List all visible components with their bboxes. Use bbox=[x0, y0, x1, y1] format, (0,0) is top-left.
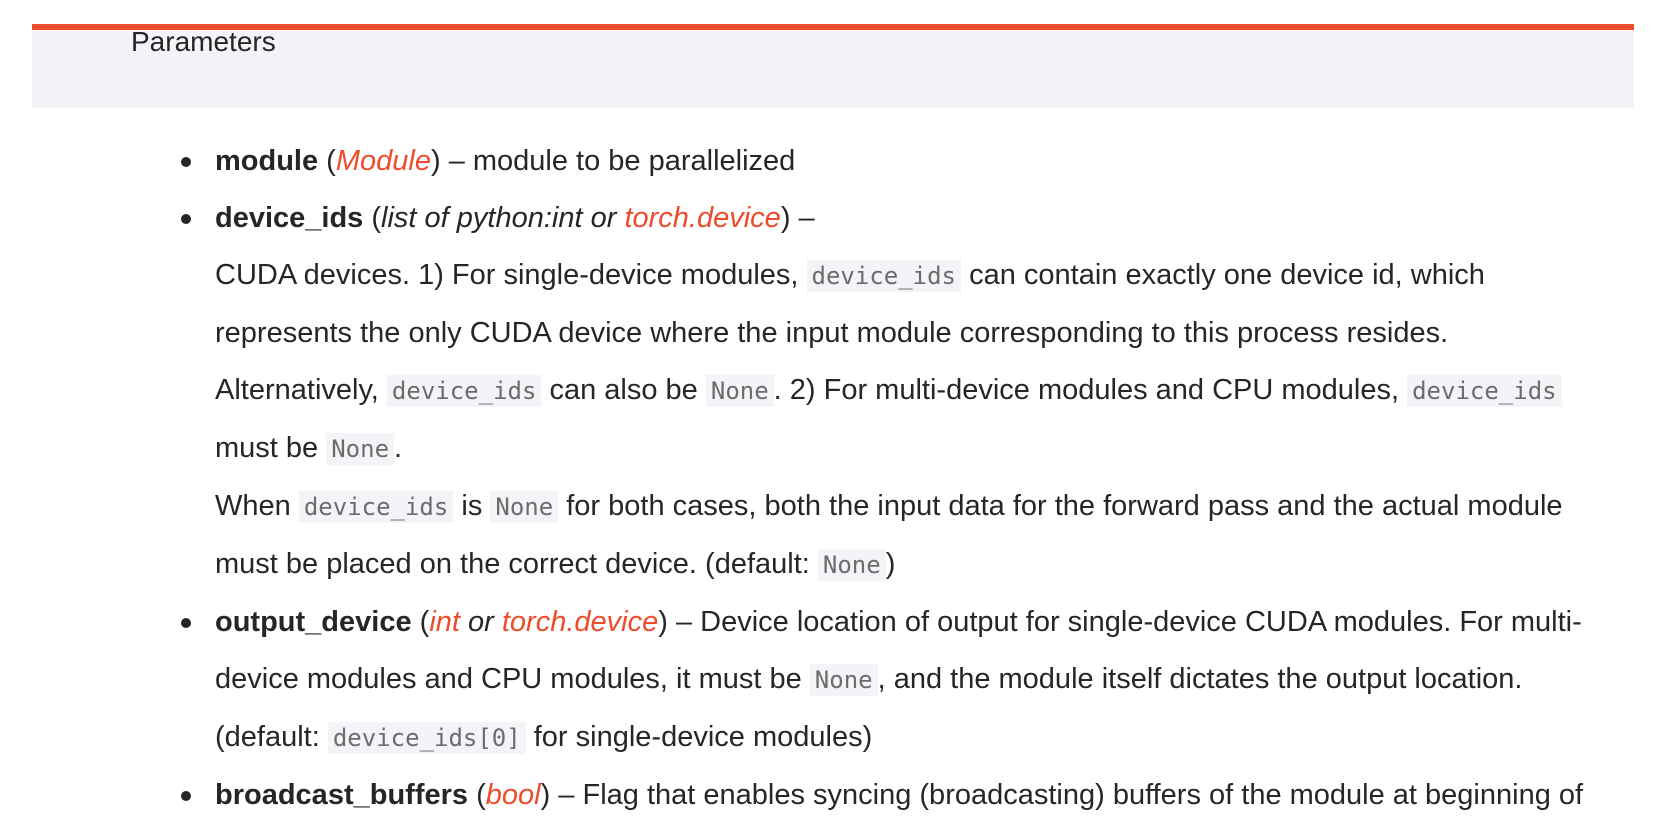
inline-code: device_ids bbox=[299, 491, 454, 523]
description-text: for single-device modules) bbox=[525, 721, 873, 753]
inline-code: device_ids bbox=[1407, 375, 1562, 407]
param-summary: – Flag that enables syncing (broadcasting) buffers of the module at beginning of bbox=[550, 779, 1584, 811]
type-link[interactable]: bool bbox=[485, 779, 541, 811]
inline-code: device_ids[0] bbox=[328, 722, 526, 754]
type-open-paren: ( bbox=[318, 145, 336, 177]
description-text: . bbox=[394, 432, 403, 464]
description-text: must be placed on the correct device. (default: bbox=[215, 548, 818, 580]
description-text: for both cases, both the input data for the forward pass and the actual module bbox=[558, 490, 1563, 522]
param-item-output-device bbox=[0, 594, 1676, 767]
description-text: (default: bbox=[215, 721, 328, 753]
description-text: ) bbox=[885, 548, 896, 580]
inline-code: None bbox=[706, 375, 774, 407]
param-name: module bbox=[215, 145, 319, 177]
param-description-line bbox=[215, 420, 1636, 478]
bullet-icon bbox=[181, 791, 191, 801]
parameters-list bbox=[0, 133, 1676, 824]
type-close-paren: ) bbox=[430, 145, 441, 177]
description-text: can also be bbox=[541, 374, 706, 406]
param-name: broadcast_buffers bbox=[215, 779, 469, 811]
inline-code: device_ids bbox=[807, 260, 962, 292]
param-name: output_device bbox=[215, 606, 412, 638]
bullet-icon bbox=[181, 214, 191, 224]
param-summary: – Device location of output for single-device CUDA modules. For multi- bbox=[667, 606, 1582, 638]
param-item-module bbox=[0, 133, 1676, 190]
description-text: CUDA devices. 1) For single-device modules, bbox=[215, 259, 807, 291]
type-open-paren: ( bbox=[468, 779, 486, 811]
description-text: Alternatively, bbox=[215, 374, 387, 406]
type-text: or bbox=[459, 606, 502, 638]
parameters-heading: Parameters bbox=[131, 26, 276, 57]
type-link[interactable]: torch.device bbox=[624, 202, 781, 234]
param-description-line bbox=[215, 247, 1636, 305]
bullet-icon bbox=[181, 157, 191, 167]
param-description-line bbox=[215, 478, 1636, 536]
param-name: device_ids bbox=[215, 202, 364, 234]
inline-code: device_ids bbox=[387, 375, 542, 407]
description-text: When bbox=[215, 490, 299, 522]
inline-code: None bbox=[810, 664, 878, 696]
param-item-device-ids bbox=[0, 190, 1676, 594]
type-link[interactable]: torch.device bbox=[501, 606, 659, 638]
type-text: list of python:int bbox=[381, 202, 583, 234]
type-close-paren: ) bbox=[780, 202, 791, 234]
type-link[interactable]: Module bbox=[335, 145, 431, 177]
inline-code: None bbox=[818, 549, 886, 581]
description-text: can contain exactly one device id, which bbox=[961, 259, 1485, 291]
description-text: represents the only CUDA device where the input module corresponding to this process resides. bbox=[215, 317, 1449, 349]
inline-code: None bbox=[490, 491, 558, 523]
param-summary: – bbox=[790, 202, 815, 234]
param-item-broadcast-buffers bbox=[0, 767, 1676, 824]
description-text: . 2) For multi-device modules and CPU modules, bbox=[773, 374, 1408, 406]
description-text: must be bbox=[215, 432, 327, 464]
param-description-line bbox=[215, 362, 1636, 420]
description-text: , and the module itself dictates the output location. bbox=[877, 663, 1523, 695]
type-link[interactable]: int bbox=[429, 606, 460, 638]
bullet-icon bbox=[181, 618, 191, 628]
param-description-line bbox=[215, 536, 1636, 594]
type-open-paren: ( bbox=[411, 606, 430, 638]
inline-code: None bbox=[326, 433, 394, 465]
description-text: device modules and CPU modules, it must be bbox=[215, 663, 810, 695]
param-summary: – module to be parallelized bbox=[440, 145, 796, 177]
param-description-line bbox=[215, 305, 1636, 362]
param-description-line bbox=[215, 651, 1636, 709]
type-text: or bbox=[582, 202, 625, 234]
type-close-paren: ) bbox=[540, 779, 551, 811]
type-open-paren: ( bbox=[363, 202, 382, 234]
description-text: is bbox=[453, 490, 491, 522]
type-close-paren: ) bbox=[658, 606, 668, 638]
param-description-line bbox=[215, 709, 1636, 767]
